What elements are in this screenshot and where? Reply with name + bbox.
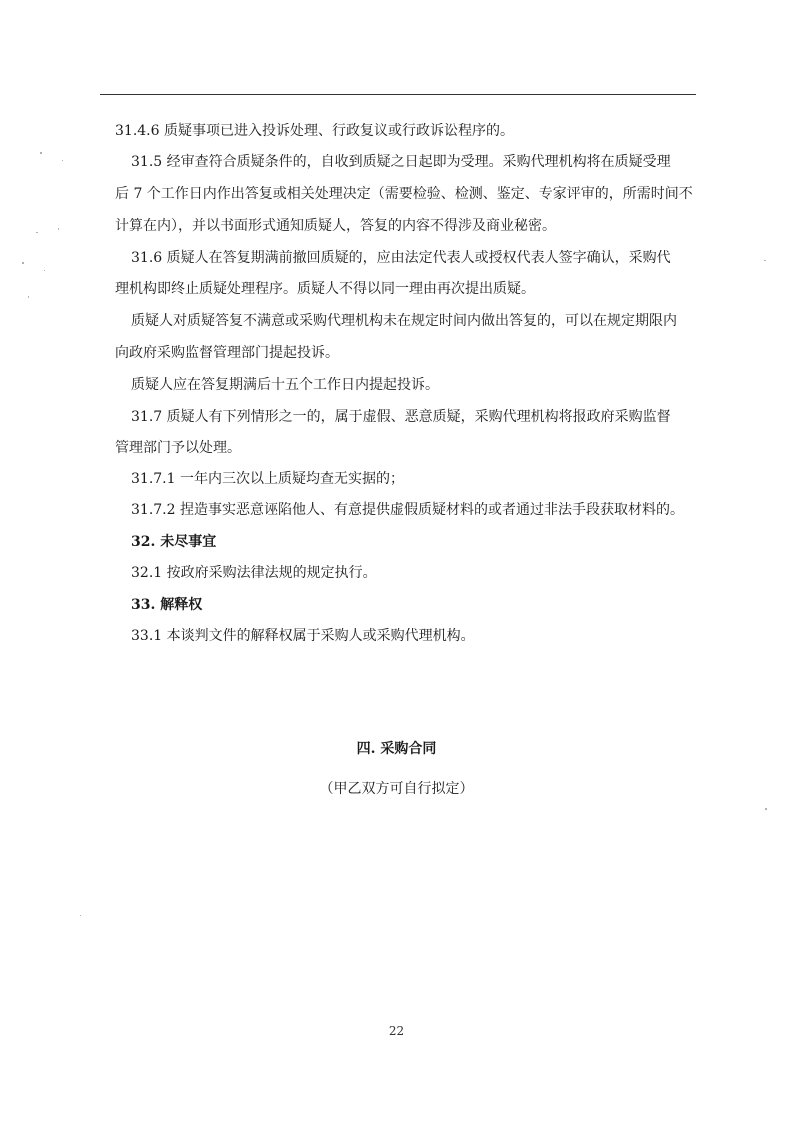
clause-31-5-line2: 后 7 个工作日内作出答复或相关处理决定（需要检验、检测、鉴定、专家评审的，所需时间不 xyxy=(115,186,693,202)
complaint-para-line2: 向政府采购监督管理部门提起投诉。 xyxy=(115,345,339,361)
section-note: （甲乙双方可自行拟定） xyxy=(319,781,474,797)
clause-31-5-line1: 31.5 经审查符合质疑条件的，自收到质疑之日起即为受理。采购代理机构将在质疑受理 xyxy=(131,154,671,170)
clause-31-7-line1: 31.7 质疑人有下列情形之一的，属于虚假、恶意质疑，采购代理机构将报政府采购监督 xyxy=(131,409,671,425)
clause-31-7-1: 31.7.1 一年内三次以上质疑均查无实据的； xyxy=(131,471,404,487)
clause-31-7-2: 31.7.2 捏造事实恶意诬陷他人、有意提供虚假质疑材料的或者通过非法手段获取材料的。 xyxy=(131,502,684,518)
clause-31-6-line2: 理机构即终止质疑处理程序。质疑人不得以同一理由再次提出质疑。 xyxy=(115,281,535,297)
clause-31-6-line1: 31.6 质疑人在答复期满前撤回质疑的，应由法定代表人或授权代表人签字确认，采购代 xyxy=(131,250,671,266)
page-number: 22 xyxy=(388,1024,405,1038)
section-32-heading: 32. 未尽事宜 xyxy=(131,534,217,550)
clause-33-1: 33.1 本谈判文件的解释权属于采购人或采购代理机构。 xyxy=(131,628,475,644)
clause-31-7-line2: 管理部门予以处理。 xyxy=(115,440,241,456)
complaint-para-line1: 质疑人对质疑答复不满意或采购代理机构未在规定时间内做出答复的，可以在规定期限内 xyxy=(131,313,677,329)
clause-31-4-6: 31.4.6 质疑事项已进入投诉处理、行政复议或行政诉讼程序的。 xyxy=(115,123,514,139)
clause-31-5-line3: 计算在内），并以书面形式通知质疑人，答复的内容不得涉及商业秘密。 xyxy=(115,218,556,234)
complaint-deadline-para: 质疑人应在答复期满后十五个工作日内提起投诉。 xyxy=(131,377,439,393)
header-rule xyxy=(100,94,696,95)
section-title: 四. 采购合同 xyxy=(356,741,437,757)
clause-32-1: 32.1 按政府采购法律法规的规定执行。 xyxy=(131,565,377,581)
section-33-heading: 33. 解释权 xyxy=(131,597,203,613)
